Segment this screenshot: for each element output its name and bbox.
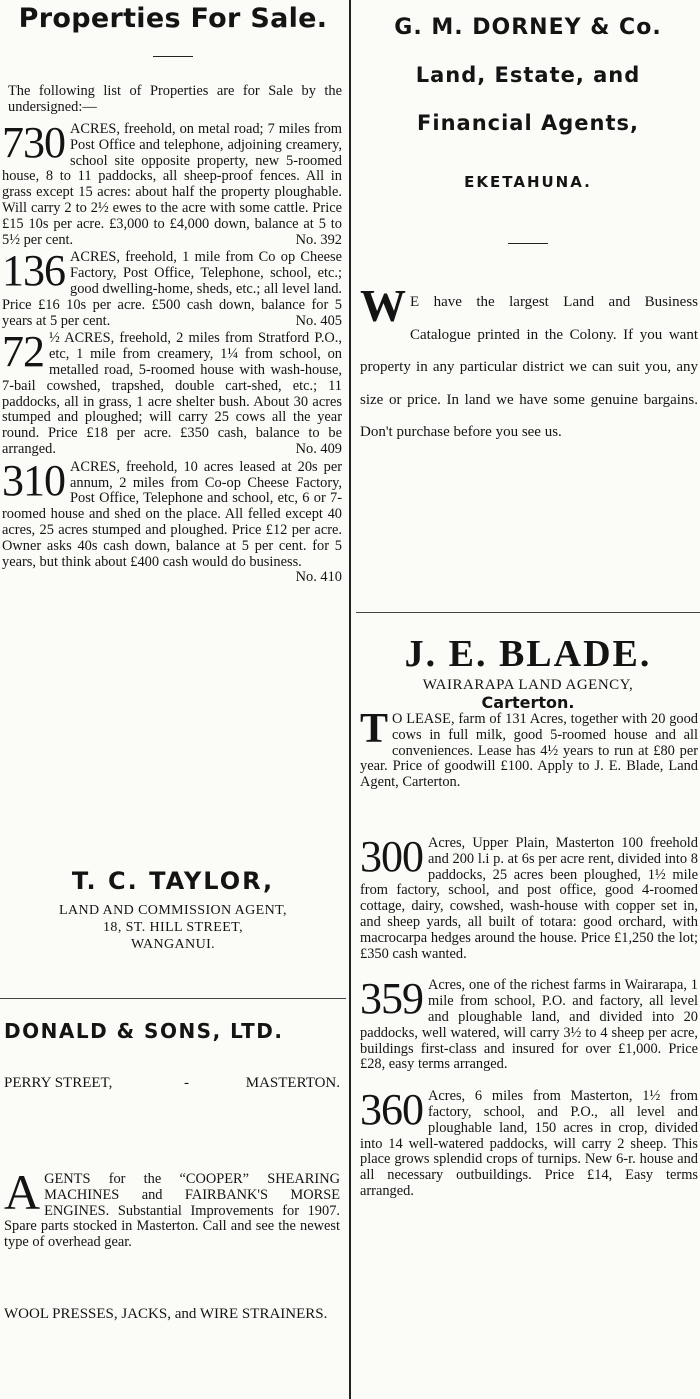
blade-lease-text: O LEASE, farm of 131 Acres, together with 20 good cows in full milk, good 5-roomed house and all conveniences. Lease has 4½ years to run at £80 per year. Price of goodwill £100. Apply to J. E. Blade, Land Agent, Carterton. (360, 711, 698, 791)
listing-ref: No. 392 (295, 231, 342, 248)
donald-address (4, 1074, 340, 1092)
listing-item (360, 1089, 698, 1200)
listing-text: Acres, Upper Plain, Masterton 100 freehold and 200 l.i p. at 6s per acre rent, divided into 8 paddocks, 25 acres been ploughed, 1½ mile from factory, school, and post office, good 4-roomed cottage, dairy, cowshed, wash-house with copper set in, and sheep yards, all built of totara: good orchard, with macrocarpa hedges around the house. Price £1,250 the lot; £350 cash wanted. (360, 836, 698, 962)
taylor-name: T. C. TAYLOR, (71, 867, 275, 895)
listing-ref: No. 410 (295, 569, 342, 586)
donald-ad-text: GENTS for the “COOPER” SHEARING MACHINES and FAIRBANK'S MORSE ENGINES. Substantial Improvements for 1907. Spare parts stocked in Masterton. Call and see the newest type of overhead gear. (4, 1171, 340, 1251)
donald-ad (4, 1164, 340, 1251)
blade-agency: WAIRARAPA LAND AGENCY, (422, 677, 634, 693)
drop-cap: T (360, 706, 389, 752)
blade-listings (360, 836, 698, 1200)
listing-item (360, 836, 698, 962)
listing-number: 310 (2, 459, 65, 505)
right-column (356, 0, 700, 1399)
donald-wool: WOOL PRESSES, JACKS, and WIRE STRAINERS. (4, 1306, 328, 1322)
dorney-ad (360, 280, 698, 449)
dorney-line2: Financial Agents, (417, 111, 639, 135)
listing-item (2, 250, 342, 329)
taylor-line: 18, ST. HILL STREET, (103, 920, 243, 935)
listing-item (2, 331, 342, 457)
dorney-name: G. M. DORNEY & Co. (394, 15, 662, 40)
dorney-line1: Land, Estate, and (415, 63, 641, 87)
listing-body: ACRES, freehold, 10 acres leased at 20s per annum, 2 miles from Co-op Cheese Factory, Post Office, Telephone and school, etc, 6 or 7-roomed house and shed on the place. All felled except 40 acres, 25 acres stumped and ploughed. Price £12 per acre. Owner asks 40s cash down, balance at 5 per cent. for 5 years, but think about £400 cash would do business. (2, 459, 342, 570)
title-rule (0, 56, 346, 57)
listing-number: 730 (2, 122, 65, 167)
donald-dash: - (184, 1075, 189, 1091)
properties-title: Properties For Sale. (18, 3, 328, 34)
listing-text: Acres, 6 miles from Masterton, 1½ from factory, school, and P.O., all level and ploughable land, 150 acres in crop, divided into 14 well-watered paddocks, will carry 2 sheep. This place grows splendid crops of turnips. New 6-r. house and all necessary outbuildings. Price £14, Easy terms arranged. (360, 1089, 698, 1199)
listing-body: ACRES, freehold, on metal road; 7 miles from Post Office and telephone, adjoining creamery, school site opposite property, new 5-roomed house, 8 to 11 paddocks, all sheep-proof fences. All in grass except 15 acres: about half the property ploughable. Will carry 2 to 2½ ewes to the acre with some cattle. Price £15 10s per acre. £3,000 to £4,000 down, balance at 5 to 5½ per cent. (2, 122, 342, 248)
drop-cap: W (360, 280, 406, 331)
listing-ref: No. 405 (295, 312, 342, 329)
taylor-line: LAND AND COMMISSION AGENT, (59, 903, 287, 918)
listing-body: ½ ACRES, freehold, 2 miles from Stratford P.O., etc, 1 mile from creamery, 1¼ from school, on metalled road, 5-roomed house with wash-house, 7-bail cowshed, trapshed, double cart-shed, etc.; 11 paddocks, all in grass, 1 acre shelter bush. About 30 acres stumped and ploughed; will carry 25 cows all the year round. Price £18 per acre. £350 cash, balance to be arranged. (2, 331, 342, 457)
listing-number: 360 (360, 1089, 423, 1135)
section-rule (356, 612, 700, 613)
listing-item (360, 978, 698, 1073)
donald-street: PERRY STREET, (4, 1075, 113, 1091)
dorney-rule (356, 243, 700, 244)
listing-item (2, 122, 342, 248)
listing-number: 72 (2, 331, 44, 377)
blade-name: J. E. BLADE. (404, 633, 652, 675)
listing-body: ACRES, freehold, 1 mile from Co op Cheese Factory, Post Office, Telephone, school, etc.; good dwelling-home, sheds, etc.; all level land. Price £16 10s per acre. £500 cash down, balance for 5 years at 5 per cent. (2, 250, 342, 329)
listing-number: 359 (360, 978, 423, 1024)
drop-cap: A (4, 1164, 41, 1220)
dorney-town: EKETAHUNA. (464, 173, 592, 191)
listing-number: 136 (2, 250, 65, 296)
donald-town: MASTERTON. (245, 1075, 340, 1091)
donald-name: DONALD & SONS, LTD. (4, 1019, 284, 1043)
blade-lease (360, 706, 698, 791)
listing-text: Acres, one of the richest farms in Wairarapa, 1 mile from school, P.O. and factory, all level and ploughable land, and divided into 20 paddocks, well watered, will carry 3½ to 4 sheep per acre, buildings first-class and insured for over £1,000. Price £28, easy terms arranged. (360, 978, 698, 1073)
listing-block (2, 122, 342, 586)
blade-town: Carterton. (481, 693, 575, 712)
dorney-ad-text: E have the largest Land and Business Catalogue printed in the Colony. If you want property in any particular district we can suit you, any size or price. In land we have some genuine bargains. Don't purchase before you see us. (360, 294, 698, 440)
taylor-address (0, 902, 346, 953)
listing-item (2, 460, 342, 586)
listing-ref: No. 409 (295, 440, 342, 457)
section-rule (0, 998, 346, 999)
column-divider (349, 0, 351, 1399)
listing-number: 300 (360, 836, 423, 881)
left-column (0, 0, 346, 1399)
intro-text: The following list of Properties are for Sale by the undersigned:— (8, 83, 342, 115)
taylor-line: WANGANUI. (130, 937, 216, 952)
listing-text (2, 331, 342, 457)
